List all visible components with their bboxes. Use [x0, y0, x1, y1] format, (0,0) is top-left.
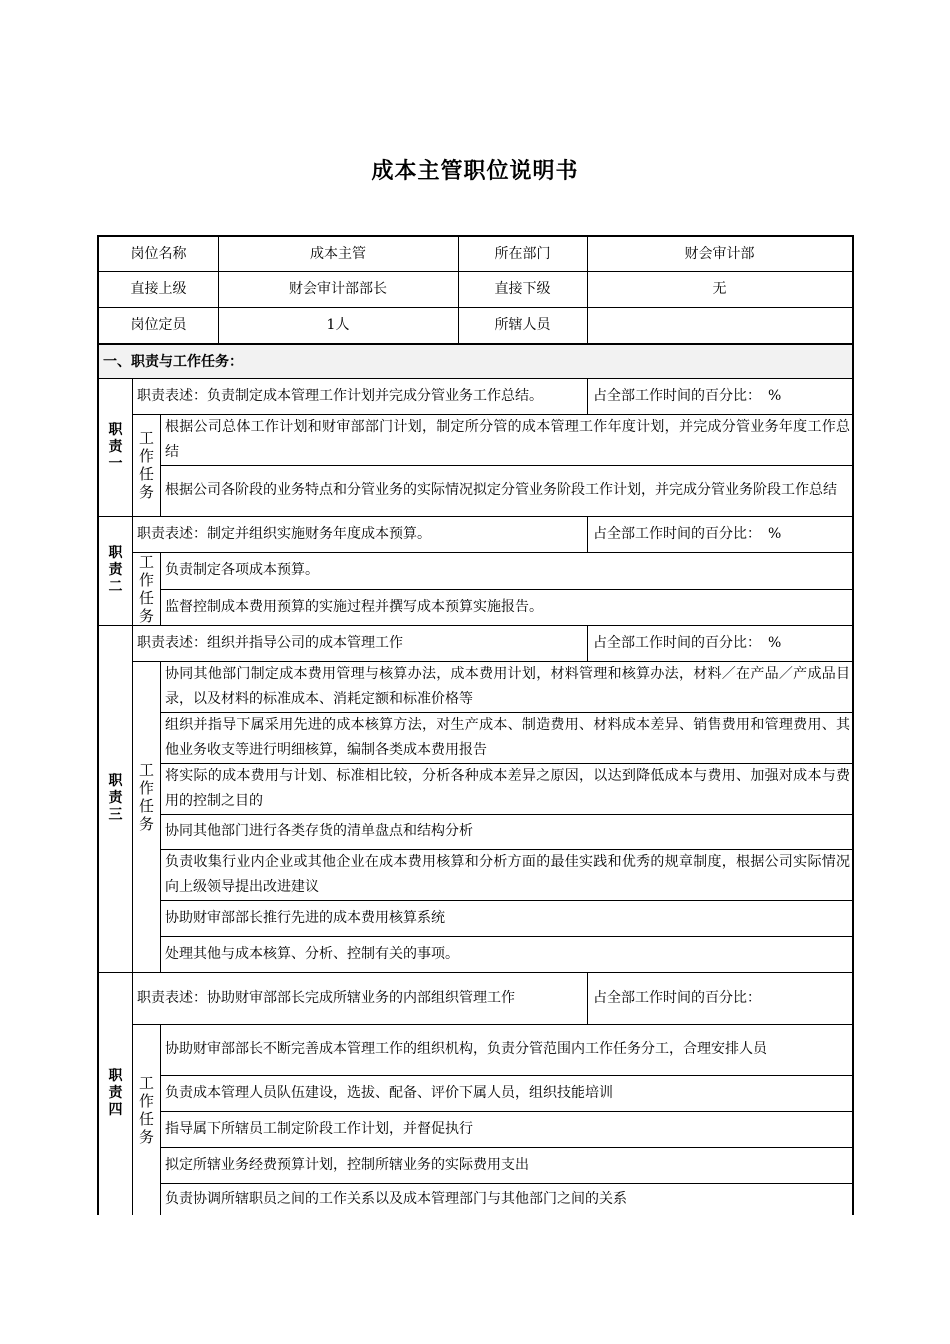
info-r2-col0: 直接上级: [130, 281, 187, 297]
duty-1-label-cell: [99, 378, 132, 516]
duty-4-label-cell: [99, 972, 132, 1215]
work-task-label: 工作任务: [138, 552, 154, 625]
duty-3-time-percent: 占全部工作时间的百分比： %: [593, 635, 782, 651]
duty-4-task-5: 负责协调所辖职员之间的工作关系以及成本管理部门与其他部门之间的关系: [165, 1190, 627, 1207]
duty-1-task-1: 根据公司总体工作计划和财审部部门计划，制定所分管的成本管理工作年度计划，并完成分管业务年度工作总结: [165, 418, 850, 460]
duty-4-task-1: 协助财审部部长不断完善成本管理工作的组织机构，负责分管范围内工作任务分工，合理安排人员: [165, 1041, 767, 1057]
duty-4-task-4: 拟定所辖业务经费预算计划，控制所辖业务的实际费用支出: [165, 1156, 529, 1173]
duty-3-task-3: 将实际的成本费用与计划、标准相比较，分析各种成本差异之原因，以达到降低成本与费用、加强对成本与费用的控制之目的: [165, 767, 850, 809]
duty-4-task-3: 指导属下所辖员工制定阶段工作计划，并督促执行: [165, 1120, 473, 1137]
duty-1-task-2: 根据公司各阶段的业务特点和分管业务的实际情况拟定分管业务阶段工作计划，并完成分管业务阶段工作总结: [165, 482, 837, 498]
section-header: 一、职责与工作任务：: [99, 345, 852, 378]
duty-3-label-cell: [99, 625, 132, 972]
duty-1-description: 职责表述：负责制定成本管理工作计划并完成分管业务工作总结。: [137, 388, 543, 404]
page-title: 成本主管职位说明书: [371, 159, 579, 184]
info-r3-col2: 所辖人员: [494, 317, 551, 333]
duty-3-task-5: 负责收集行业内企业或其他企业在成本费用核算和分析方面的最佳实践和优秀的规章制度，根据公司实际情况向上级领导提出改进建议: [165, 853, 850, 895]
work-task-label: 工作任务: [138, 429, 154, 501]
info-r1-col3: 财会审计部: [684, 246, 755, 262]
info-r1-col1: 成本主管: [310, 246, 366, 262]
info-r3-col3: [587, 307, 852, 343]
info-r3-col1: 1人: [326, 317, 350, 333]
info-col-border: [587, 237, 588, 343]
duty-3-task-1: 协同其他部门制定成本费用管理与核算办法，成本费用计划，材料管理和核算办法，材料／在产品／产成品目录，以及材料的标准成本、消耗定额和标准价格等: [165, 665, 850, 707]
info-r3-col0: 岗位定员: [130, 317, 187, 333]
duty-2-task-1: 负责制定各项成本预算。: [165, 562, 319, 578]
work-task-label: 工作任务: [138, 761, 154, 833]
duty-3-label: 职责三: [108, 773, 123, 823]
work-task-label: 工作任务: [138, 1074, 154, 1146]
info-col-border: [218, 237, 219, 343]
work-task-label-cell: [133, 661, 160, 972]
duty-4-description: 职责表述：协助财审部部长完成所辖业务的内部组织管理工作: [137, 990, 515, 1006]
duty-4-label: 职责四: [108, 1068, 123, 1118]
table-right-border: [852, 235, 854, 1215]
duty-3-task-6: 协助财审部部长推行先进的成本费用核算系统: [165, 909, 445, 926]
duty-4-task-2: 负责成本管理人员队伍建设，选拔、配备、评价下属人员，组织技能培训: [165, 1084, 613, 1101]
duty-2-task-2: 监督控制成本费用预算的实施过程并撰写成本预算实施报告。: [165, 598, 543, 615]
info-col-border: [458, 237, 459, 343]
duty-2-label-cell: [99, 516, 132, 625]
work-task-label-cell: [133, 414, 160, 516]
duty-3-description: 职责表述：组织并指导公司的成本管理工作: [137, 635, 403, 651]
duty-3-task-2: 组织并指导下属采用先进的成本核算方法，对生产成本、制造费用、材料成本差异、销售费用和管理费用、其他业务收支等进行明细核算，编制各类成本费用报告: [165, 716, 850, 758]
duty-3-task-4: 协同其他部门进行各类存货的清单盘点和结构分析: [165, 823, 473, 839]
info-r2-col2: 直接下级: [494, 281, 551, 297]
work-task-label-cell: [133, 1024, 160, 1215]
duty-2-description: 职责表述：制定并组织实施财务年度成本预算。: [137, 526, 431, 542]
work-task-label-cell: [133, 552, 160, 625]
info-r2-col1: 财会审计部部长: [289, 281, 387, 297]
info-r1-col0: 岗位名称: [130, 246, 187, 262]
info-r1-col2: 所在部门: [494, 246, 551, 262]
duty-2-label: 职责二: [108, 545, 123, 595]
duty-1-label: 职责一: [108, 421, 123, 472]
duty-2-time-percent: 占全部工作时间的百分比： %: [593, 526, 782, 542]
duty-4-time-percent: 占全部工作时间的百分比：: [593, 990, 761, 1006]
duty-3-task-7: 处理其他与成本核算、分析、控制有关的事项。: [165, 945, 459, 962]
info-r2-col3: 无: [712, 281, 727, 297]
duty-1-time-percent: 占全部工作时间的百分比： %: [593, 388, 782, 404]
